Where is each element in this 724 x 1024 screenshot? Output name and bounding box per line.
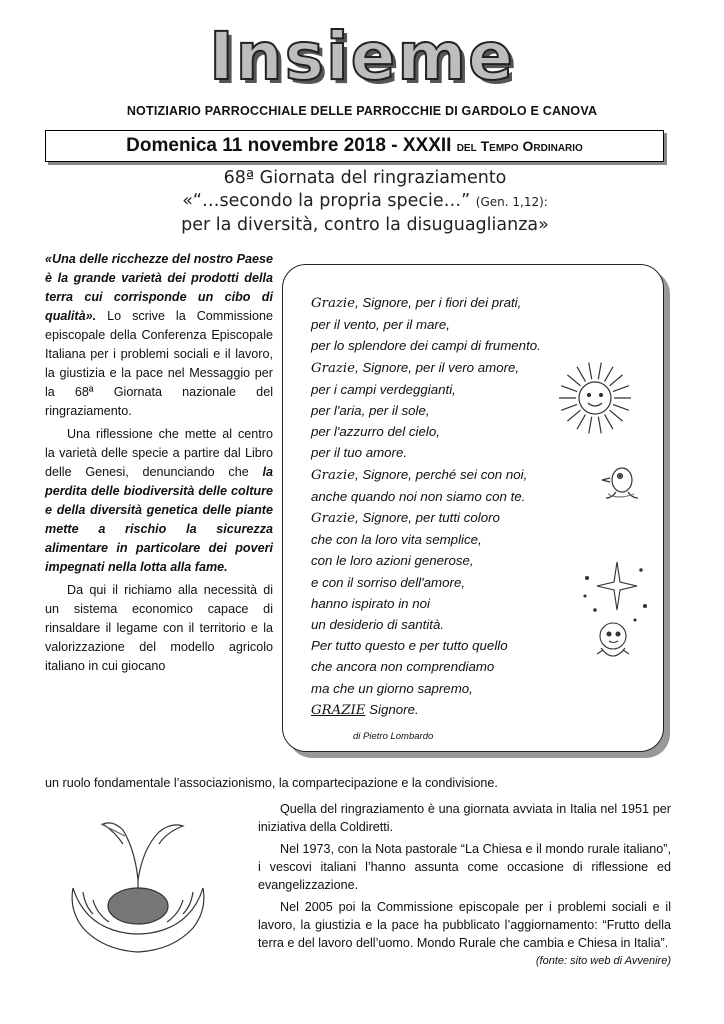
poem-line-text: con le loro azioni generose, [311, 553, 474, 569]
bottom-paragraph-3-text: Nel 2005 poi la Commissione episcopale per i problemi sociali e il lavoro, la giustizia e la pace ha pubblicato l’aggiornamento: “Frutto della terra e del lavoro dell’uomo. Mondo Rurale che cambia e Chiesa in Italia”. [258, 900, 671, 950]
poem-line-text: , Signore, per il vero amore, [355, 359, 520, 375]
sun-drawing [555, 358, 635, 438]
poem-line-text: per i campi verdeggianti, [311, 381, 456, 397]
poem-line-text: e con il sorriso dell'amore, [311, 574, 466, 590]
hands-seedling-drawing [63, 810, 213, 960]
date-suffix: del Tempo Ordinario [456, 138, 583, 154]
poem-line-text: per il vento, per il mare, [311, 317, 450, 333]
poem-line-text: per l'aria, per il sole, [311, 403, 430, 419]
paragraph-3-end: un ruolo fondamentale l’associazionismo, la compartecipazione e la condivisione. [45, 776, 498, 790]
poem-grazie: Grazie [311, 296, 356, 311]
left-column [45, 250, 273, 680]
poem-grazie: Grazie [311, 511, 356, 527]
paragraph-3: Da qui il richiamo alla necessità di un sistema economico capace di rinsaldare il legame con il territorio e la valorizzazione del modello agricolo italiano in cui giocano [45, 583, 273, 673]
article-heading [150, 167, 580, 237]
bottom-paragraph-3 [258, 898, 671, 967]
poem-line [311, 678, 641, 699]
poem-line-text: per lo splendore dei campi di frumento. [311, 338, 541, 354]
poem-grazie: Grazie [311, 467, 356, 483]
poem-line [311, 699, 641, 721]
paragraph-1 [45, 250, 273, 421]
masthead [0, 18, 724, 95]
heading-line-1: 68ª Giornata del ringraziamento [223, 168, 507, 188]
source-credit: (fonte: sito web di Avvenire) [535, 955, 671, 967]
poem-line [311, 314, 641, 335]
poem-line-text: hanno ispirato in noi [311, 595, 431, 611]
star-child-drawing [575, 560, 655, 670]
poem-line-text: , Signore, perché sei con noi, [355, 466, 528, 482]
poem-line-text: un desiderio di santità. [311, 617, 445, 633]
poem-line [311, 464, 641, 486]
poem-line-text: per il tuo amore. [311, 445, 408, 461]
heading-line-2: «“…secondo la propria specie…” [182, 191, 471, 211]
poem-line [311, 442, 641, 463]
bottom-paragraph-1: Quella del ringraziamento è una giornata avviata in Italia nel 1951 per iniziativa della Coldiretti. [258, 802, 671, 834]
poem-author: di Pietro Lombardo [353, 731, 434, 742]
poem-line-text: , Signore, per tutti coloro [355, 510, 500, 526]
poem-line-text: che con la loro vita semplice, [311, 532, 482, 548]
paragraph-1-text: Lo scrive la Commissione episcopale della Conferenza Episcopale Italiana per i problemi sociali e il lavoro, la giustizia e la pace nel Messaggio per la 68ª Giornata nazionale del ringraziamento. [45, 309, 273, 418]
poem-line-text: che ancora non comprendiamo [311, 659, 495, 675]
poem-line-text: , Signore, per i fiori dei prati, [355, 295, 522, 310]
poem-line [311, 486, 641, 507]
date-banner [45, 130, 664, 162]
poem-line-text: per l'azzurro del cielo, [311, 424, 440, 440]
poem-line [311, 335, 641, 356]
paragraph-2-bold: la perdita delle biodiversità delle colture e della diversità genetica delle piante mette a rischio la sicurezza alimentare in particolare dei poveri impegnati nella lotta alla fame. [45, 465, 273, 574]
poem-line-text: Per tutto questo e per tutto quello [311, 638, 508, 654]
newsletter-logo: Insieme [209, 18, 515, 95]
date-main: Domenica 11 novembre 2018 - XXXII [126, 135, 452, 156]
bottom-paragraph-2: Nel 1973, con la Nota pastorale “La Chiesa e il mondo rurale italiano”, i vescovi italiani l’hanno assunta come occasione di riflessione ed evangelizzazione. [258, 842, 671, 892]
poem-line [311, 507, 641, 529]
poem-box [282, 264, 664, 752]
poem-line-text: ma che un giorno sapremo, [311, 680, 473, 696]
poem-grazie: Grazie [311, 360, 356, 376]
bottom-text [258, 800, 671, 970]
heading-reference: (Gen. 1,12): [475, 195, 548, 209]
paragraph-2 [45, 425, 273, 577]
poem-line-text: anche quando noi non siamo con te. [311, 488, 526, 504]
paragraph-2-text: Una riflessione che mette al centro la varietà delle specie a partire dal Libro delle Genesi, denunciando che [45, 427, 273, 479]
bird-drawing [598, 458, 644, 504]
poem-grazie-caps: GRAZIE [311, 702, 366, 718]
newsletter-subtitle: NOTIZIARIO PARROCCHIALE DELLE PARROCCHIE DI GARDOLO E CANOVA [126, 104, 598, 118]
heading-line-3: per la diversità, contro la disuguaglianza» [181, 215, 549, 235]
quote-bold: «Una delle ricchezze del nostro Paese è la grande varietà dei prodotti della terra cui corrisponde un cibo di qualità». [45, 252, 273, 323]
poem-line [311, 529, 641, 550]
poem-line [311, 292, 641, 314]
poem-line-text: Signore. [365, 701, 419, 717]
